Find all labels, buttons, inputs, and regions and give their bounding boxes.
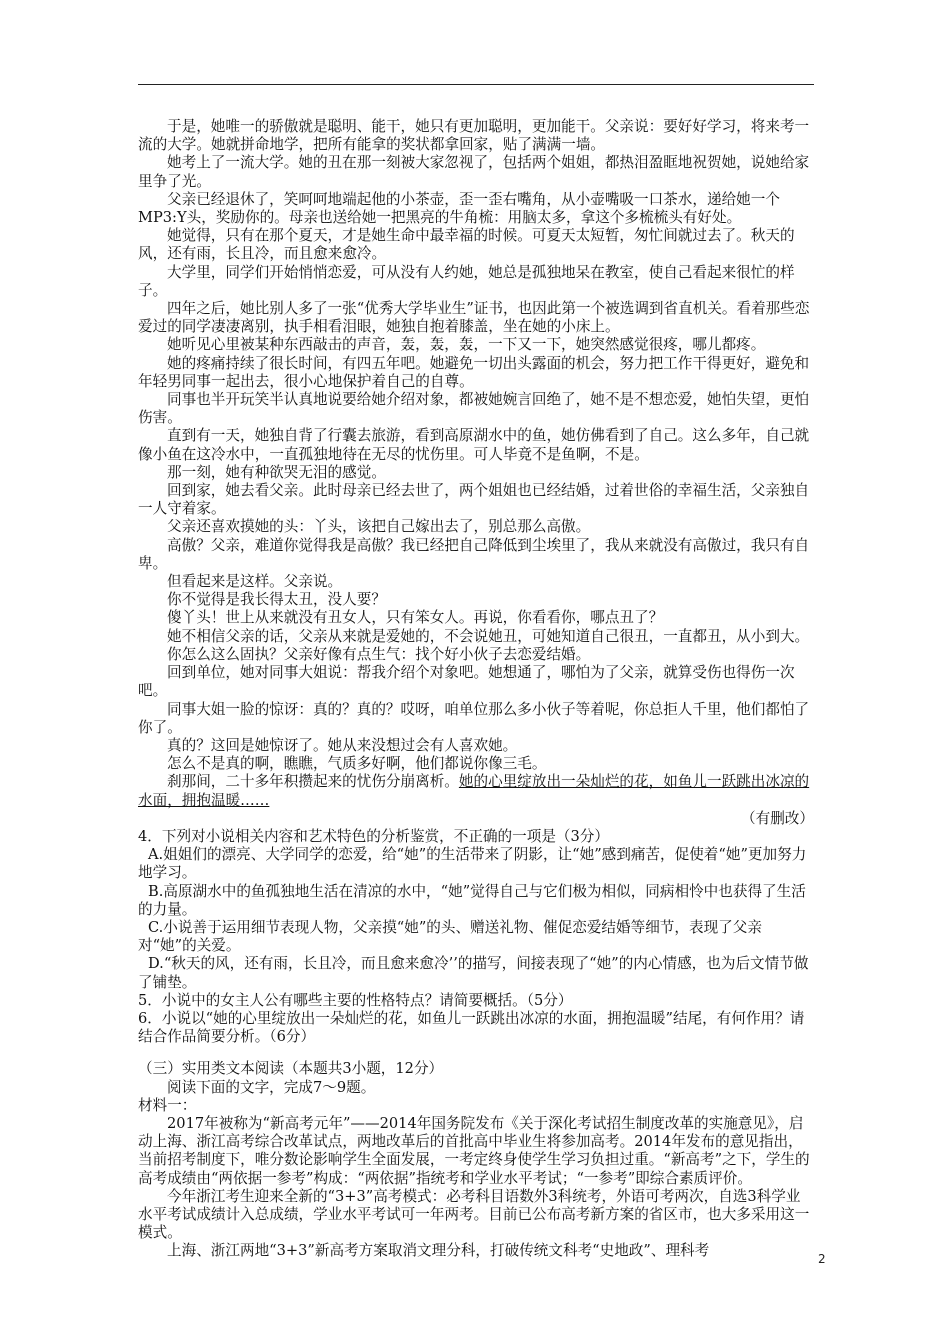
story-paragraph: 于是，她唯一的骄傲就是聪明、能干，她只有更加聪明，更加能干。父亲说：要好好学习，将来考一流的大学。她就拼命地学，把所有能拿的奖状都拿回家，贴了满满一墙。 [138, 118, 810, 154]
story-paragraph: 真的？这回是她惊讶了。她从来没想过会有人喜欢她。 [167, 736, 518, 754]
story-paragraph: 那一刻，她有种欲哭无泪的感觉。 [167, 463, 386, 481]
story-paragraph: 回到家，她去看父亲。此时母亲已经去世了，两个姐姐也已经结婚，过着世俗的幸福生活，父亲独自一人守着家。 [138, 482, 810, 518]
story-paragraph: 她觉得，只有在那个夏天，才是她生命中最幸福的时候。可夏天太短暂，匆忙间就过去了。秋天的风，还有雨，长且冷，而且愈来愈冷。 [138, 227, 795, 263]
story-paragraph: 怎么不是真的啊，瞧瞧，气质多好啊，他们都说你像三毛。 [167, 755, 547, 773]
story-paragraph: 父亲已经退休了，笑呵呵地端起他的小茶壶，歪一歪右嘴角，从小壶嘴吸一口茶水，递给她一个MP3:Y头，奖励你的。母亲也送给她一把黑亮的牛角梳：用脑太多，拿这个多梳梳头有好处。 [138, 190, 780, 227]
story-paragraph: 直到有一天，她独自背了行囊去旅游，看到高原湖水中的鱼，她仿佛看到了自己。这么多年，自己就像小鱼在这冷水中，一直孤独地待在无尽的忧伤里。可人毕竟不是鱼啊，不是。 [138, 427, 810, 463]
story-paragraph: 她听见心里被某种东西敲击的声音，轰，轰，轰，一下又一下，她突然感觉很疼，哪儿都疼。 [167, 336, 766, 354]
story-paragraph: 大学里，同学们开始悄悄恋爱，可从没有人约她，她总是孤独地呆在教室，使自己看起来很忙的样子。 [138, 263, 795, 299]
section-title: （三）实用类文本阅读（本题共3小题，12分） [138, 1060, 444, 1078]
question-4: 4．下列对小说相关内容和艺术特色的分析鉴赏，不正确的一项是（3分） [138, 827, 609, 845]
story-paragraph: 她考上了一流大学。她的丑在那一刻被大家忽视了，包括两个姐姐，都热泪盈眶地祝贺她，说她给家里争了光。 [138, 154, 810, 190]
page-content [138, 118, 814, 1261]
option-b: B.高原湖水中的鱼孤独地生活在清凉的水中，“她”觉得自己与它们极为相似，同病相怜中也获得了生活的力量。 [138, 882, 806, 918]
story-paragraph: 回到单位，她对同事大姐说：帮我介绍个对象吧。她想通了，哪怕为了父亲，就算受伤也得伤一次吧。 [138, 664, 795, 700]
material-paragraph: 2017年被称为“新高考元年”——2014年国务院发布《关于深化考试招生制度改革的实施意见》，启动上海、浙江高考综合改革试点，两地改革后的首批高中毕业生将参加高考。2014年发布的意见指出，当前招考制度下，唯分数论影响学生全面发展，一考定终身使学生学习负担过重。“新高考”之下，学生的高考成绩由“两依据一参考”构成：“两依据”指统考和学业水平考试；“一参考”即综合素质评价。 [138, 1114, 810, 1187]
story-paragraph: 但看起来是这样。父亲说。 [167, 573, 343, 591]
story-paragraph: 你怎么这么固执？父亲好像有点生气：找个好小伙子去恋爱结婚。 [167, 645, 591, 663]
option-d: D.“秋天的风，还有雨，长且冷，而且愈来愈冷’’的描写，间接表现了“她”的内心情感，也为后文情节做了铺垫。 [138, 955, 809, 991]
story-section [138, 118, 814, 828]
material-paragraph: 今年浙江考生迎来全新的“3+3”高考模式：必考科目语数外3科统考，外语可考两次，自选3科学业水平考试成绩计入总成绩，学业水平考试可一年两考。目前已公布高考新方案的省区市，也大多采用这一模式。 [138, 1187, 810, 1242]
source-note: （有删改） [741, 809, 814, 827]
story-paragraph: 四年之后，她比别人多了一张“优秀大学毕业生”证书，也因此第一个被选调到省直机关。看着那些恋爱过的同学凄凄离别，执手相看泪眼，她独自抱着膝盖，坐在她的小床上。 [138, 300, 810, 336]
section-instruction: 阅读下面的文字，完成7～9题。 [167, 1078, 376, 1096]
material-label: 材料一： [138, 1096, 197, 1114]
questions-section [138, 828, 814, 1046]
header-rule [138, 84, 814, 85]
story-paragraph: 同事大姐一脸的惊讶：真的？真的？哎呀，咱单位那么多小伙子等着呢，你总拒人千里，他们都怕了你了。 [138, 700, 810, 736]
question-5: 5．小说中的女主人公有哪些主要的性格特点？请简要概括。（5分） [138, 991, 573, 1009]
option-a: A.姐姐们的漂亮、大学同学的恋爱，给“她”的生活带来了阴影，让“她”感到痛苦，促使着“她”更加努力地学习。 [138, 846, 807, 882]
story-paragraph: 她不相信父亲的话，父亲从来就是爱她的，不会说她丑，可她知道自己很丑，一直都丑，从小到大。 [167, 627, 810, 645]
material-paragraph: 上海、浙江两地“3+3”新高考方案取消文理分科，打破传统文科考“史地政”、理科考 [167, 1242, 710, 1260]
story-final-paragraph [138, 773, 814, 809]
final-plain-text: 刹那间，二十多年积攒起来的忧伤分崩离析。 [167, 773, 459, 791]
practical-text-section [138, 1060, 814, 1260]
option-c: C.小说善于运用细节表现人物，父亲摸“她”的头、赠送礼物、催促恋爱结婚等细节，表现了父亲对“她”的关爱。 [138, 918, 762, 955]
story-paragraph: 高傲？父亲，难道你觉得我是高傲？我已经把自己降低到尘埃里了，我从来就没有高傲过，我只有自卑。 [138, 536, 810, 572]
story-paragraph: 父亲还喜欢摸她的头：丫头，该把自己嫁出去了，别总那么高傲。 [167, 518, 591, 536]
story-paragraph: 同事也半开玩笑半认真地说要给她介绍对象，都被她婉言回绝了，她不是不想恋爱，她怕失望，更怕伤害。 [138, 391, 810, 427]
page-number: 2 [818, 1252, 826, 1266]
story-paragraph: 你不觉得是我长得太丑，没人要？ [167, 591, 386, 609]
story-paragraph: 她的疼痛持续了很长时间，有四五年吧。她避免一切出头露面的机会，努力把工作干得更好，避免和年轻男同事一起出去，很小心地保护着自己的自尊。 [138, 354, 810, 390]
story-paragraph: 傻丫头！世上从来就没有丑女人，只有笨女人。再说，你看看你，哪点丑了？ [167, 609, 664, 627]
question-6: 6．小说以“她的心里绽放出一朵灿烂的花，如鱼儿一跃跳出冰凉的水面，拥抱温暖”结尾，有何作用？请结合作品简要分析。（6分） [138, 1009, 805, 1046]
final-underlined-text: 她的心里绽放出一朵灿烂的花，如鱼儿一跃跳出冰凉的水面，拥抱温暖…… [138, 773, 810, 809]
